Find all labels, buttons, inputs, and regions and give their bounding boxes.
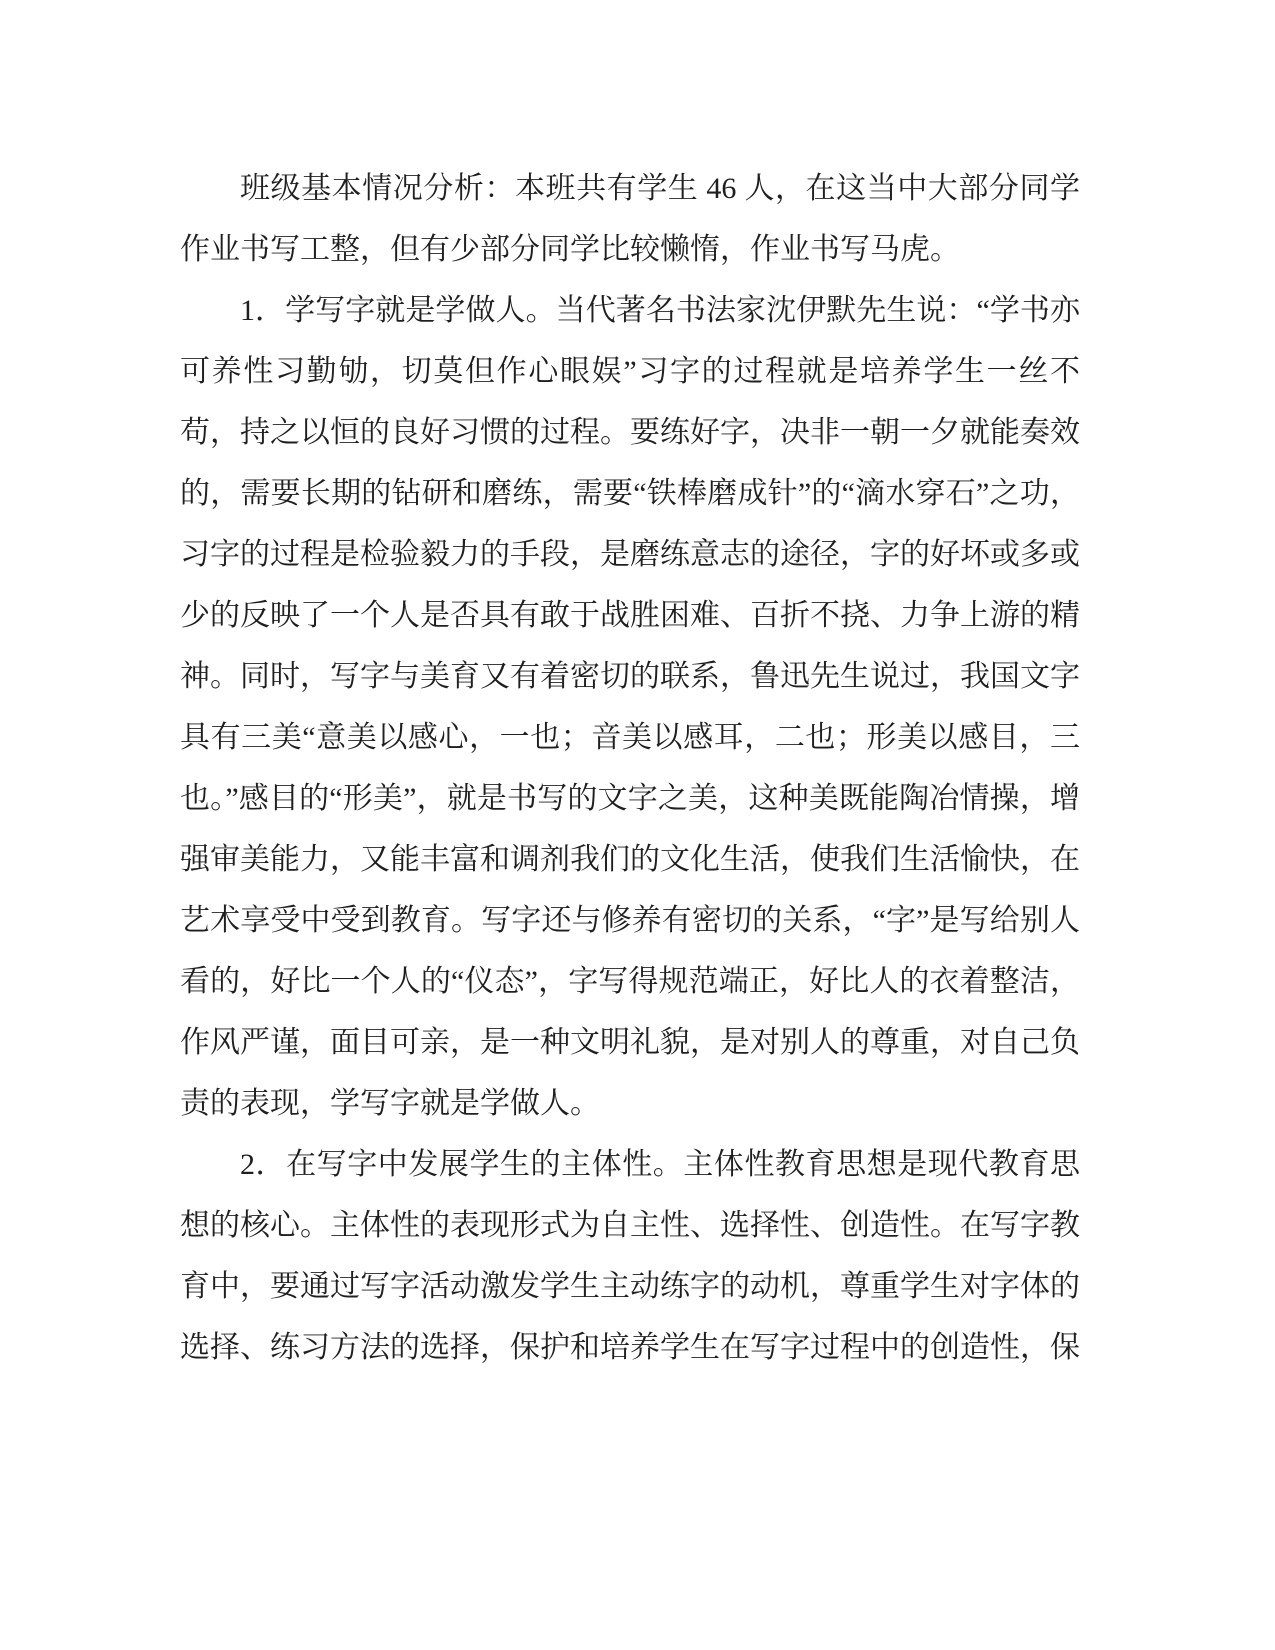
paragraph-2-student-subjectivity: 2．在写字中发展学生的主体性。主体性教育思想是现代教育思想的核心。主体性的表现形式为自主性、选择性、创造性。在写字教育中，要通过写字活动激发学生主动练字的动机，尊重学生对字体的选择、练习方法的选择，保护和培养学生在写字过程中的创造性，保 <box>180 1148 1080 1364</box>
paragraph-class-analysis: 班级基本情况分析：本班共有学生 46 人，在这当中大部分同学作业书写工整，但有少部分同学比较懒惰，作业书写马虎。 <box>180 172 1080 266</box>
document-content <box>180 158 1080 1378</box>
paragraph-1-writing-is-character-building: 1．学写字就是学做人。当代著名书法家沈伊默先生说：“学书亦可养性习勤劬，切莫但作心眼娱”习字的过程就是培养学生一丝不苟，持之以恒的良好习惯的过程。要练好字，决非一朝一夕就能奏效的，需要长期的钻研和磨练，需要“铁棒磨成针”的“滴水穿石”之功，习字的过程是检验毅力的手段，是磨练意志的途径，字的好坏或多或少的反映了一个人是否具有敢于战胜困难、百折不挠、力争上游的精神。同时，写字与美育又有着密切的联系，鲁迅先生说过，我国文字具有三美“意美以感心，一也；音美以感耳，二也；形美以感目，三也。”感目的“形美”，就是书写的文字之美，这种美既能陶冶情操，增强审美能力，又能丰富和调剂我们的文化生活，使我们生活愉快，在艺术享受中受到教育。写字还与修养有密切的关系，“字”是写给别人看的，好比一个人的“仪态”，字写得规范端正，好比人的衣着整洁，作风严谨，面目可亲，是一种文明礼貌，是对别人的尊重，对自己负责的表现，学写字就是学做人。 <box>180 294 1080 1120</box>
